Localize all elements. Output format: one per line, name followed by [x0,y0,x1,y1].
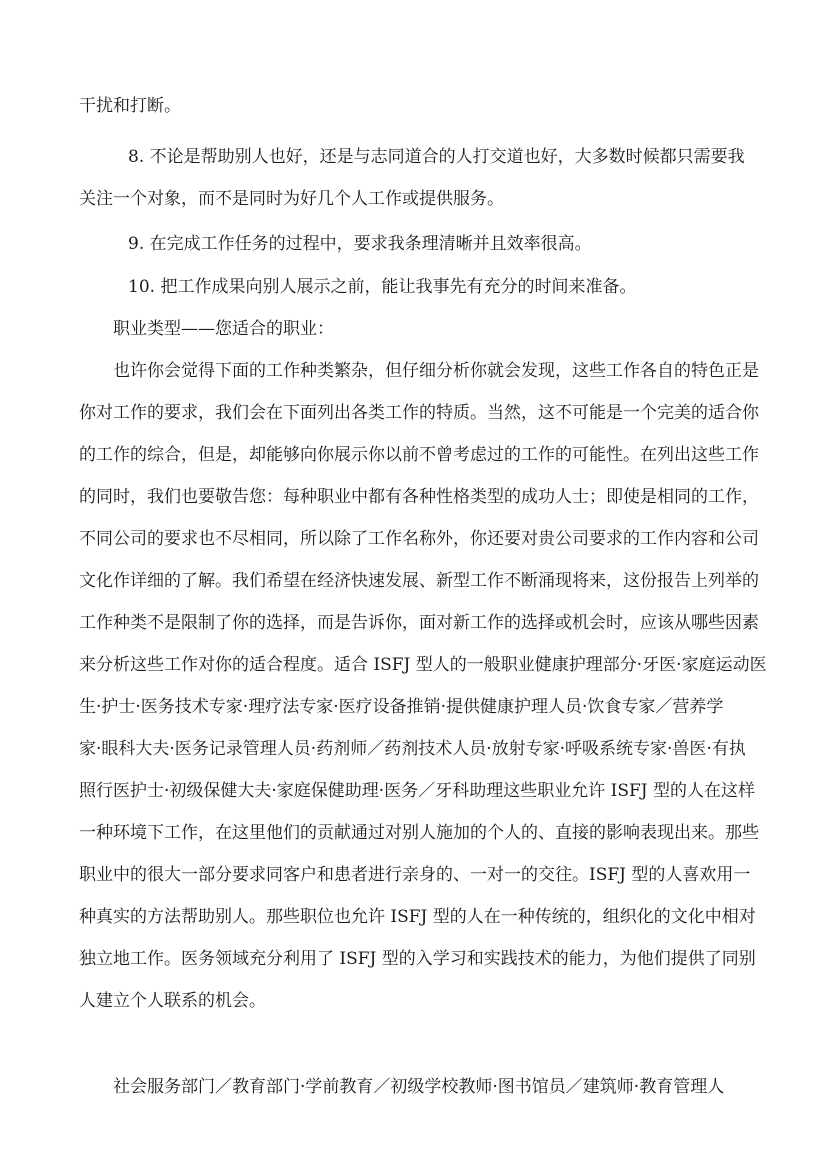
text-line: 种真实的方法帮助别人。那些职位也允许 ISFJ 型的人在一种传统的，组织化的文化中相对 [79,907,756,927]
text-line: 的工作的综合，但是，却能够向你展示你以前不曾考虑过的工作的可能性。在列出这些工作 [79,445,759,465]
list-item-9: 9. 在完成工作任务的过程中，要求我条理清晰并且效率很高。 [128,234,592,254]
text-line: 生·护士·医务技术专家·理疗法专家·医疗设备推销·提供健康护理人员·饮食专家／营养学 [79,697,724,717]
section-heading: 职业类型——您适合的职业： [113,319,334,339]
text-line: 的同时，我们也要敬告您：每种职业中都有各种性格类型的成功人士；即使是相同的工作， [79,487,759,507]
text-line: 一种环境下工作，在这里他们的贡献通过对别人施加的个人的、直接的影响表现出来。那些 [79,823,759,843]
text-line: 来分析这些工作对你的适合程度。适合 ISFJ 型人的一般职业健康护理部分·牙医·家庭运动医 [79,655,767,675]
text-line: 文化作详细的了解。我们希望在经济快速发展、新型工作不断涌现将来，这份报告上列举的 [79,571,759,591]
text-line: 工作种类不是限制了你的选择，而是告诉你，面对新工作的选择或机会时，应该从哪些因素 [79,613,759,633]
text-line: 干扰和打断。 [79,96,181,116]
text-line: 社会服务部门／教育部门·学前教育／初级学校教师·图书馆员／建筑师·教育管理人 [113,1077,725,1097]
list-item-8: 8. 不论是帮助别人也好，还是与志同道合的人打交道也好，大多数时候都只需要我 [128,147,745,167]
text-line: 照行医护士·初级保健大夫·家庭保健助理·医务／牙科助理这些职业允许 ISFJ 型的人在这样 [79,781,755,801]
text-line: 也许你会觉得下面的工作种类繁杂，但仔细分析你就会发现，这些工作各自的特色正是 [113,361,759,381]
text-line: 职业中的很大一部分要求同客户和患者进行亲身的、一对一的交往。ISFJ 型的人喜欢用一 [79,865,751,885]
text-line: 家·眼科大夫·医务记录管理人员·药剂师／药剂技术人员·放射专家·呼吸系统专家·兽医·有执 [79,739,746,759]
text-line: 你对工作的要求，我们会在下面列出各类工作的特质。当然，这不可能是一个完美的适合你 [79,403,759,423]
text-line: 不同公司的要求也不尽相同，所以除了工作名称外，你还要对贵公司要求的工作内容和公司 [79,529,759,549]
text-line: 独立地工作。医务领域充分利用了 ISFJ 型的入学习和实践技术的能力，为他们提供了同别 [79,949,756,969]
text-line: 人建立个人联系的机会。 [79,991,266,1011]
list-item-10: 10. 把工作成果向别人展示之前，能让我事先有充分的时间来准备。 [128,277,637,297]
text-line: 关注一个对象，而不是同时为好几个人工作或提供服务。 [79,189,504,209]
